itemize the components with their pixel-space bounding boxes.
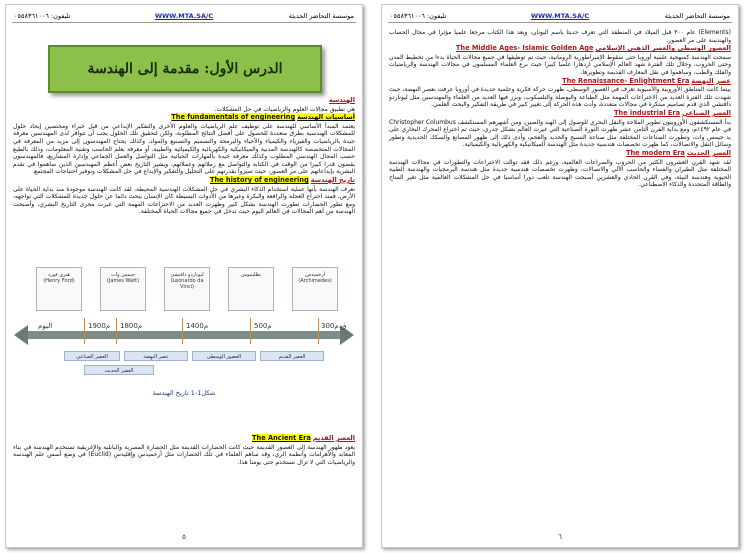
middle-ages-heading-ar: العصور الوسطى والعصر الذهبي الإسلامي [595, 44, 731, 53]
history-heading-en: The history of engineering [209, 175, 309, 184]
timeline-person-ptolemy: بطليموس [228, 267, 274, 311]
lesson-title-banner [48, 45, 322, 93]
lesson-title: الدرس الأول: مقدمة إلى الهندسة [87, 61, 283, 77]
timeline-era: العصر الحديث [84, 365, 154, 375]
page-number: ٦ [558, 533, 562, 541]
industrial-heading-ar: العصر الصناعي [682, 108, 731, 117]
timeline-date: 500م [254, 322, 272, 330]
timeline-era: عصر النهضة [124, 351, 188, 361]
ancient-paragraph: يعود ظهور الهندسة إلى العصور القديمة حيث كانت الحضارات القديمة مثل الحضارة المصرية والبابلية والإغريقية تستخدم الهندسة في بناء المعابد والأهرامات وأنظمة الري، وقد ساهم العلماء في تلك الحضارات مثل أرخميدس وإقليدس (Euclid) في وضع أسس علم الهندسة والرياضيات التي لا تزال تستخدم حتى يومنا هذا. [13, 443, 355, 466]
industrial-paragraph: بدأ المستكشفون الأوروبيون تطوير الملاحة والنقل البحري للوصول إلى الهند والصين، ومن أشهرهم المستكشف Christopher Columbus في عام ١٤٩٢م، ومع بداية القرن الثامن عشر ظهرت الثورة الصناعية التي غيرت العالم بشكل جذري، حيث تم اختراع المحرك البخاري على يد جيمس وات، وتطورت الصناعات المختلفة مثل صناعة النسيج والحديد والفحم، وأدى ذلك إلى ظهور المصانع والسكك الحديدية وتطور وسائل النقل والاتصالات، كما ظهرت تخصصات هندسية جديدة مثل الهندسة الميكانيكية والكهربائية والكيميائية. [389, 118, 731, 149]
modern-paragraph: لقد شهد القرن العشرون الكثير من الحروب والصراعات العالمية، ورغم ذلك فقد توالت الاختراعات والتطورات في مجالات الهندسة المختلفة مثل الطيران والفضاء والحاسب الآلي والاتصالات، وظهرت تخصصات هندسية جديدة مثل هندسة البرمجيات والهندسة الطبية الحيوية وهندسة البيئة، وفي القرن الحادي والعشرين أصبحت الهندسة تلعب دورا أساسيا في حل المشكلات العالمية مثل تغير المناخ والطاقة المتجددة والذكاء الاصطناعي. [389, 158, 731, 189]
timeline-person-watt: جيمس وات (James Watt) [100, 267, 146, 311]
timeline-tick [84, 318, 85, 344]
engineering-heading: الهندسة [328, 96, 355, 104]
fundamentals-paragraph: يعتمد المبدأ الأساسي للهندسة على توظيف علم الرياضيات والعلوم الأخرى والتفكير الإبداعي من قبل خبراء ومختصين إيجاد حلول للمشكلات الهندسية بطرق متعددة للحصول على أفضل النتائج المطلوبة، ولكن لتحقيق تلك الحلول يجب أن تتوافر لدى المهندسين معرفة جيدة بالرياضيات والفيزياء والكيمياء والأحياء والبرمجة والتصميم والتصنيع والمواد، وكذلك يحتاج المهندسون إلى مزيد من المعرفة في المجالات المتخصصة كالهندسة المدنية والميكانيكية والكهربائية والكيميائية والطبية، أو معرفة بعلم الحاسب وتقنية المعلومات، وذلك بالطبع حسب المجال الهندسي المطلوب وكذلك معرفة جيدة بالمهارات الحياتية مثل التواصل والعمل الجماعي وإدارة المشاريع، فالمهندسون يقضون قدرا كبيرا من الوقت في الكتابة والتواصل مع زملائهم وعملائهم، ويشير التاريخ بعض أعظم المهندسين الذين ساهموا في تقدم البشرية بإبداعاتهم على مر العصور، حيث تميزوا بقدرتهم على التحليل والتفكير والإبداع في حل المشكلات وتوفير احتياجات المجتمع. [13, 122, 355, 176]
renaissance-heading-ar: عصر النهضة [691, 76, 731, 85]
timeline-date: 1400م [186, 322, 209, 330]
timeline-caption: شكل1-1 تاريخ الهندسة [152, 389, 216, 397]
header-org: موسسة التحاضر الحديثة [288, 12, 354, 20]
history-paragraph: تعرف الهندسة بأنها عملية استخدام الذكاء البشري في حل المشكلات الهندسية المحيطة، لقد كانت الهندسة موجودة منذ بداية الحياة على الأرض، فمنذ اختراع العجلة والرافعة والبكرة وغيرها من الأدوات البسيطة كان الإنسان يبحث دائما عن حلول جديدة للمشكلات التي تواجهه، ومع تطور الحضارات تطورت الهندسة بشكل كبير وظهرت العديد من الاختراعات المهمة التي غيرت مجرى التاريخ البشري، وأصبحت الهندسة من أهم المجالات في العالم اليوم حيث تدخل في جميع مجالات الحياة المختلفة. [13, 185, 355, 216]
header-org: موسسة التحاضر الحديثة [664, 12, 730, 20]
modern-heading-en: The modern Era [625, 148, 685, 157]
renaissance-paragraph: بينما كانت المناطق الأوروبية والآسيوية تعرف في العصور الوسطى، ظهرت حركة فكرية وعلمية جديدة في أوروبا عرفت بعصر النهضة، حيث شهدت تلك الفترة العديد من الاختراعات المهمة مثل الطباعة والبوصلة والتلسكوب، وبرز فيها العديد من العلماء والمهندسين مثل ليوناردو دافنشي الذي قدم تصاميم مبتكرة في مجالات متعددة، وأدت هذه الحركة إلى تغيير كبير في طريقة التفكير والبحث العلمي. [389, 86, 731, 109]
timeline-arrow-left-icon [14, 325, 28, 345]
timeline-date: 1900م [88, 322, 111, 330]
ancient-heading-ar: العصر القديم [312, 434, 355, 442]
timeline-era: العصر الصناعي [64, 351, 120, 361]
timeline-person-archimedes: أرخميدس (Archimedes) [292, 267, 338, 311]
header-site-link[interactable]: WWW.MTA.SA/C [154, 12, 214, 20]
history-heading-ar: تاريخ الهندسة [310, 175, 355, 184]
fundamentals-heading-en: The fundamentals of engineering [171, 113, 296, 122]
timeline-date: اليوم [38, 322, 53, 330]
timeline-era: العصر القديم [260, 351, 324, 361]
left-page [5, 4, 363, 548]
header-site-link[interactable]: WWW.MTA.SA/C [530, 12, 590, 20]
timeline-bar [24, 331, 344, 339]
right-body [389, 29, 731, 190]
middle-ages-heading-en: The Middle Ages- Islamic Golden Age [455, 44, 594, 53]
modern-heading-ar: العصر الحديث [686, 148, 731, 157]
timeline-date: 300ق.م [321, 322, 347, 330]
engineering-intro: هي تطبيق مجالات العلوم والرياضيات في حل المشكلات. [214, 105, 355, 113]
timeline-tick [182, 318, 183, 344]
ancient-heading-en: The Ancient Era [252, 434, 311, 442]
timeline-person-da-vinci: ليوناردو دافنشي (Leonardo da Vinci) [164, 267, 210, 311]
page-header [12, 11, 356, 23]
elements-intro: (Elements) عام ٣٠٠ قبل الميلاد في المنطقة التي تعرف حديثا باسم اليونان، ويعد هذا الكتاب مرجعا علميا مؤثرا في مجال الحساب والهندسة على مر العصور. [389, 29, 731, 44]
industrial-heading-en: The industrial Era [614, 108, 681, 117]
header-phone: تليفون: ٠٥٥٨٣٦١٠٠٦ [14, 12, 71, 20]
right-page [381, 4, 739, 548]
timeline-tick [250, 318, 251, 344]
renaissance-heading-en: The Renaissance- Enlightment Era [562, 76, 690, 85]
left-body-top [13, 97, 355, 217]
timeline-date: 1800م [120, 322, 143, 330]
history-timeline-figure [14, 267, 354, 402]
left-body-bottom [13, 435, 355, 467]
header-phone: تليفون: ٠٥٥٨٣٦١٠٠٦ [390, 12, 447, 20]
timeline-era: العصور الوسطى [192, 351, 256, 361]
page-header [388, 11, 732, 23]
timeline-person-ford: هنري فورد (Henry Ford) [36, 267, 82, 311]
timeline-tick [116, 318, 117, 344]
fundamentals-heading-ar: أساسيات الهندسة [297, 113, 355, 122]
middle-ages-paragraph: سمحت الهندسة كمنهجية علمية أوروبا حتى سقوط الإمبراطورية الرومانية، حيث تم توظيفها في جميع مجالات الحياة بدءا من تخطيط المدن وحتى الحروب، وخلال تلك الفترة شهد العالم الإسلامي ازدهارا علميا كبيرا حيث برع العلماء المسلمون في مجالات الهندسة والرياضيات والفلك والطب، وساهموا في نقل المعارف القديمة وتطويرها. [389, 53, 731, 76]
timeline-tick [318, 318, 319, 344]
page-number: ٥ [182, 533, 186, 541]
